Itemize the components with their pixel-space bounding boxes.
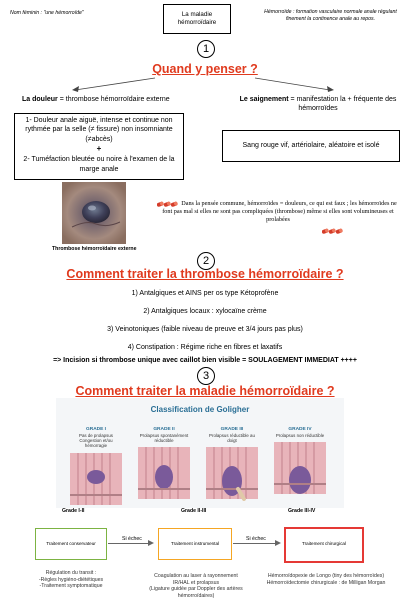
instrumental-note-3: (Ligature guidée par Doppler des artères hémorroïdaires) [149,586,243,599]
incision-note: => Incision si thrombose unique avec caillot bien visible = SOULAGEMENT IMMEDIAT ++++ [53,357,357,364]
instrumental-treatment-box: Traitement instrumental [158,528,232,560]
flow-arrow-1 [108,543,150,544]
grade-1-desc: Pas de prolapsus Congestion et/ou hémorragie [79,432,113,449]
instrumental-notes [140,573,252,599]
flow-arrow-2 [233,543,277,544]
section3-title: Comment traiter la maladie hémorroïdaire ? [75,384,335,398]
goligher-figure [56,398,344,508]
bleeding-box: Sang rouge vif, artériolaire, aléatoire et isolé [222,130,400,162]
grade-4-illustration [272,440,328,496]
treatment-item-1: 1) Antalgiques et AINS per os type Kétoprofène [131,290,279,297]
grade-1-panel [68,427,124,501]
flow-arrow-2-head [275,540,281,546]
bleeding-heading-bold: Le saignement [239,96,289,103]
pain-heading [22,95,212,104]
grade-group-3: Grade III-IV [288,508,316,514]
conservative-note-3: -Traitement symptomatique [39,583,103,589]
treatment-item-3: 3) Veinotoniques (faible niveau de preuve et 3/4 jours pas plus) [107,326,303,333]
thrombosis-photo [62,182,126,244]
myth-text: Dans la pensée commune, hémorroïdes = douleurs, ce qui est faux ; les hémorroïdes ne font pas mal si elles ne sont pas compliquées (thrombose) même si elles sont volumineuses et prolabées [162,200,397,224]
grade-4-panel [272,427,328,501]
grade-3-illustration [204,445,260,501]
flow-arrow-1-label: Si échec [122,536,142,542]
header-left-note: Nom féminin : "une hémorroïde" [10,10,84,16]
treatment-item-4: 4) Constipation : Régime riche en fibres et laxatifs [127,344,283,351]
instrumental-note-2: IR/HAL et prolapsus [172,579,220,586]
flow-arrow-2-label: Si échec [246,536,266,542]
grade-3-panel [204,427,260,501]
surgical-note-1: Hémorroïdopexie de Longo (tiny des hémorroïdes) [267,573,385,579]
goligher-title: Classification de Goligher [150,405,250,414]
grade-2-desc: Prolapsus spontanément réductible [139,432,189,444]
conservative-note-2: -Règles hygiéno-diététiques [38,576,104,583]
grade-1-title: GRADE I [86,427,106,432]
pill-icon-end [322,228,344,236]
surgical-note-2: Hémorroïdectomie chirurgicale : de Milligan Morgan [266,579,386,586]
pain-item-1: 1- Douleur anale aiguë, intense et continue non rythmée par la selle (≠ fissure) non insomniante (≠abcès) [25,117,173,143]
section2-number: 2 [197,252,215,270]
section2-title: Comment traiter la thrombose hémorroïdaire ? [66,267,344,281]
grade-2-illustration [136,445,192,501]
pain-plus: + [96,144,102,154]
conservative-treatment-box: Traitement conservateur [35,528,107,560]
thrombosis-photo-caption: Thrombose hémorroïdaire externe [52,246,137,252]
grade-group-1: Grade I-II [62,508,85,514]
section3-number: 3 [197,367,215,385]
section1-number: 1 [197,40,215,58]
grade-1-illustration [68,451,124,507]
grade-4-title: GRADE IV [288,427,312,432]
pain-box [14,113,184,180]
pain-heading-bold: La douleur [22,96,58,103]
section1-title: Quand y penser ? [152,62,258,76]
grade-2-title: GRADE II [153,427,175,432]
surgical-treatment-box: Traitement chirurgical [284,527,364,563]
header-definition: Hémorroïde : formation vasculaire normale anale régulant finement la continence anale au repos. [264,9,397,22]
header-title-box [163,4,231,34]
instrumental-note-1: Coagulation au laser à rayonnement [154,573,238,579]
grade-group-2: Grade II-III [181,508,207,514]
pain-heading-rest: = thrombose hémorroïdaire externe [57,96,170,103]
grade-3-desc: Prolapsus réductible au doigt [209,432,255,444]
treatment-item-2: 2) Antalgiques locaux : xylocaïne crème [143,308,267,315]
grade-2-panel [136,427,192,501]
grade-3-title: GRADE III [220,427,244,432]
flow-arrow-1-head [148,540,154,546]
conservative-note-1: Régulation du transit : [45,570,97,576]
bleeding-heading [232,95,404,114]
grade-4-desc: Prolapsus non réductible [275,432,325,438]
surgical-notes [262,573,390,586]
header-title-line2: hémorroïdaire [177,19,217,26]
pain-item-2: 2- Tuméfaction bleutée ou noire à l'examen de la marge anale [23,156,175,173]
conservative-notes [28,570,114,590]
header-title-line1: La maladie [181,10,213,18]
bleeding-heading-rest: = manifestation la + fréquente des hémorroïdes [288,96,397,113]
